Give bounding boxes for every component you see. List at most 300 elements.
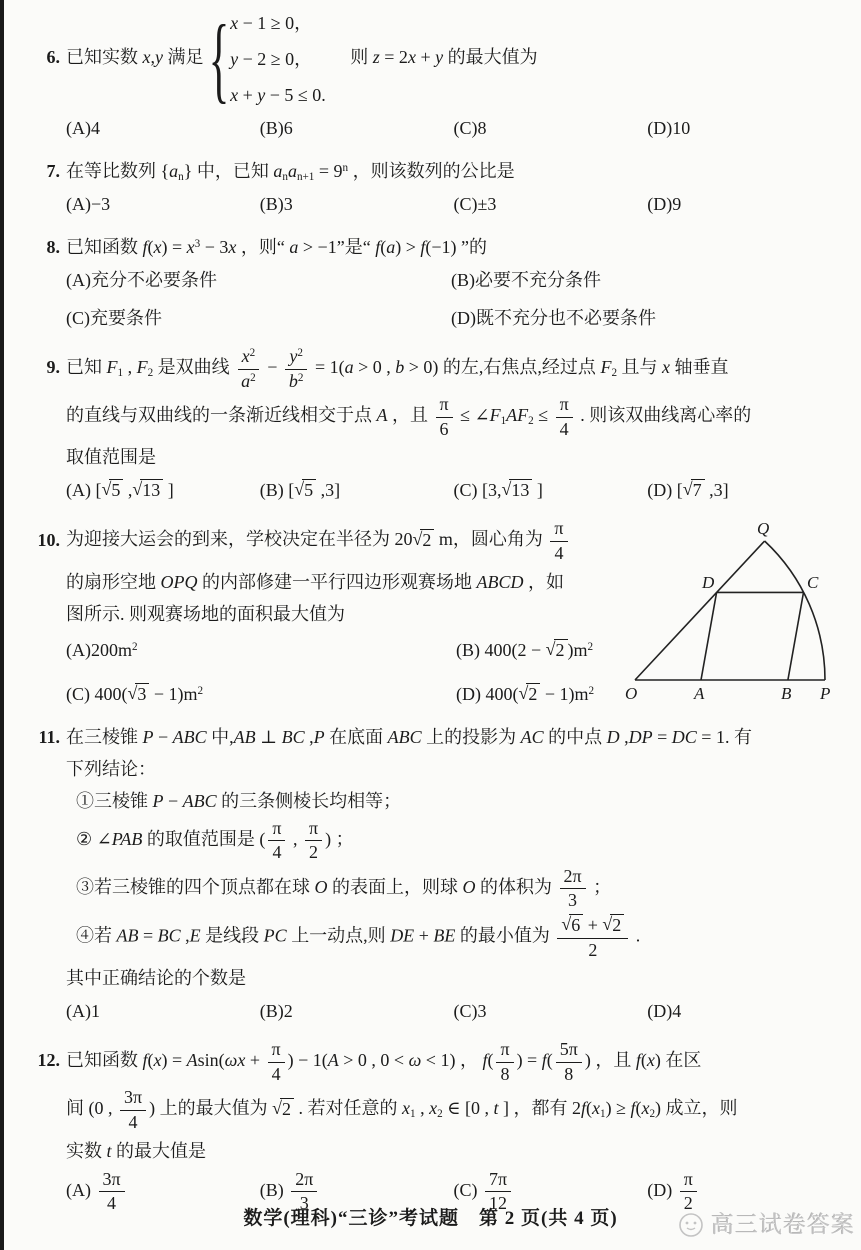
math-text: )m: [567, 639, 588, 660]
math-variable: a: [273, 161, 283, 181]
radical-sign: √: [545, 638, 556, 659]
math-text: 且与: [617, 357, 663, 378]
math-text: ,: [180, 925, 190, 946]
math-variable: AF: [506, 405, 529, 426]
option-a: [66, 265, 451, 295]
denominator: 4: [271, 1063, 281, 1084]
question-11-statement-4: [66, 914, 841, 961]
math-text: ⊥: [255, 726, 282, 747]
numerator: [557, 914, 628, 939]
scan-edge-shadow: [0, 0, 4, 1250]
math-text: > −1”是“: [298, 237, 376, 257]
denominator: 8: [564, 1063, 574, 1084]
math-text: ) 成立，则: [655, 1098, 738, 1119]
question-8-options: [66, 265, 841, 333]
math-text: 的直线与双曲线的一条渐近线相交于点: [66, 405, 377, 426]
math-variable: x: [186, 237, 195, 257]
numerator: 3π: [99, 1169, 125, 1193]
math-text: +: [238, 85, 258, 105]
option-b: [260, 475, 454, 505]
math-text: ,: [415, 1098, 430, 1119]
math-superscript: 3: [194, 237, 201, 250]
math-text: −: [153, 726, 173, 747]
question-12-number: 12.: [37, 1050, 60, 1071]
math-text: (: [487, 1050, 494, 1071]
math-text: (A): [66, 1179, 96, 1200]
math-subscript: 1: [500, 415, 507, 428]
math-subscript: 2: [611, 367, 618, 379]
math-variable: b: [395, 357, 405, 378]
math-text: − 2 ≥ 0，: [238, 49, 313, 69]
math-text: (D)9: [647, 194, 682, 214]
math-text: 的中点: [543, 726, 607, 747]
numerator: 7π: [485, 1169, 511, 1193]
math-variable: A: [186, 1050, 198, 1071]
numerator: 2π: [291, 1169, 317, 1193]
math-text: ③若三棱锥的四个顶点都在球: [76, 876, 315, 897]
math-text: (: [635, 1098, 642, 1119]
math-text: (B)3: [259, 194, 293, 214]
math-text: ) 上的最大值为: [149, 1098, 273, 1119]
math-text: +: [414, 925, 434, 946]
denominator: [237, 370, 260, 393]
math-variable: a: [169, 161, 179, 181]
math-variable: ω: [408, 1050, 422, 1071]
math-text: (A)充分不必要条件: [66, 270, 217, 290]
numerator: π: [268, 818, 285, 842]
math-text: − 1 ≥ 0，: [238, 13, 313, 33]
question-8-text: [66, 232, 841, 262]
math-text: (A)1: [66, 1001, 100, 1022]
denominator: [285, 370, 308, 393]
math-text: ,: [304, 726, 314, 747]
math-variable: AB: [116, 925, 139, 946]
math-text: = 1. 有: [696, 726, 752, 747]
math-text: − 1)m: [149, 683, 198, 704]
math-cases: [208, 5, 326, 112]
math-fraction: [436, 394, 453, 440]
numerator: π: [268, 1039, 285, 1063]
math-text: ]: [163, 480, 174, 501]
option-a: [66, 475, 260, 505]
math-text: ④若: [76, 925, 117, 946]
radicand: 7: [691, 479, 705, 502]
cases-rows: [230, 8, 326, 110]
math-subscript: n+1: [296, 170, 315, 183]
math-text: .: [631, 925, 641, 946]
math-text: ,: [288, 828, 302, 849]
math-variable: x: [230, 13, 239, 33]
radicand: 2: [420, 529, 434, 552]
math-superscript: 2: [297, 371, 304, 384]
math-variable: f: [635, 1050, 641, 1071]
question-9-body: [66, 344, 841, 511]
math-variable: t: [493, 1098, 499, 1119]
question-8: [28, 230, 841, 339]
math-text: ①三棱锥: [76, 790, 153, 811]
numerator: 3π: [120, 1087, 146, 1111]
numerator: π: [556, 394, 573, 418]
math-text: 的三条侧棱长均相等；: [216, 790, 402, 811]
question-6-number: 6.: [46, 47, 60, 68]
math-sqrt: [502, 480, 533, 500]
option-b: [260, 189, 454, 219]
math-sqrt: [294, 480, 316, 500]
math-text: ∈ [0 ,: [442, 1098, 494, 1119]
math-text: ,: [619, 726, 629, 747]
math-text: ,3]: [316, 480, 341, 501]
math-text: (C): [453, 1179, 482, 1200]
math-variable: x: [241, 346, 250, 366]
option-a: [66, 113, 260, 143]
math-text: (C) [3,: [453, 480, 502, 501]
math-text: (D)10: [647, 118, 691, 138]
watermark: [677, 1210, 855, 1240]
math-superscript: 2: [588, 684, 595, 697]
numerator: 5π: [556, 1039, 582, 1063]
math-text: ) =: [161, 1050, 187, 1071]
math-fraction: [305, 818, 322, 864]
math-variable: F: [489, 405, 501, 426]
math-variable: P: [313, 726, 325, 747]
math-variable: f: [375, 237, 381, 257]
math-subscript: 2: [649, 1108, 656, 1121]
math-variable: f: [142, 1050, 148, 1071]
figure-line-CB: [788, 593, 804, 681]
radicand: 5: [109, 479, 123, 502]
math-text: 的表面上，则球: [327, 876, 463, 897]
math-text: (C)8: [453, 118, 487, 138]
math-superscript: 2: [250, 371, 256, 384]
math-text: (A)−3: [66, 194, 111, 214]
math-variable: F: [106, 357, 118, 378]
denominator: 4: [554, 542, 564, 563]
math-text: m，圆心角为: [434, 529, 548, 550]
question-12-text-3: [66, 1136, 841, 1166]
math-text: (−1) ”的: [425, 237, 488, 257]
math-text: +: [415, 47, 436, 68]
math-fraction: [496, 1039, 513, 1085]
math-text: 中,: [206, 726, 234, 747]
option-c: [454, 189, 648, 219]
question-7-number: 7.: [46, 161, 60, 181]
math-text: < 1) ，: [421, 1050, 483, 1071]
math-variable: z: [372, 47, 380, 68]
radicand: 13: [509, 479, 532, 502]
math-text: (C)±3: [453, 194, 497, 214]
radicand: 2: [526, 683, 540, 706]
denominator: 2: [683, 1193, 693, 1214]
math-text: 的取值范围是 (: [142, 828, 266, 849]
math-variable: a: [344, 357, 354, 378]
math-text: ≤ ∠: [455, 405, 490, 426]
radical-sign: √: [561, 913, 572, 934]
math-superscript: 2: [132, 640, 138, 653]
question-9-text-2: [66, 394, 841, 440]
math-text: (: [380, 237, 387, 257]
math-variable: y: [257, 85, 266, 105]
math-fraction: [557, 914, 628, 961]
math-variable: f: [482, 1050, 488, 1071]
math-text: ② ∠: [76, 828, 112, 849]
numerator: π: [550, 518, 567, 542]
math-variable: b: [288, 370, 298, 391]
denominator: 8: [500, 1063, 510, 1084]
math-variable: x: [228, 237, 237, 257]
numerator: π: [305, 818, 322, 842]
option-b: [451, 265, 841, 295]
question-11-options: [66, 996, 841, 1026]
question-6-text: [66, 5, 841, 112]
math-text: (: [147, 237, 154, 257]
math-sqrt: [561, 915, 583, 935]
option-b: [260, 996, 454, 1026]
math-text: (B) 400(2 −: [456, 639, 546, 660]
math-text: ，则该数列的公比是: [348, 161, 515, 181]
question-9: [28, 344, 841, 511]
math-text: 则: [327, 47, 373, 68]
radical-sign: √: [518, 682, 529, 703]
math-subscript: n: [178, 170, 184, 183]
math-sqrt: [132, 480, 163, 500]
math-sqrt: [101, 480, 123, 500]
math-text: 的体积为: [475, 876, 557, 897]
option-a: [66, 189, 260, 219]
numerator: π: [496, 1039, 513, 1063]
math-variable: D: [606, 726, 620, 747]
math-text: (D)既不充分也不必要条件: [451, 308, 656, 328]
radical-sign: √: [127, 682, 138, 703]
math-variable: ABC: [387, 726, 422, 747]
cases-row: [230, 44, 326, 74]
math-variable: PC: [263, 925, 287, 946]
radical-sign: √: [272, 1097, 282, 1118]
math-text: = 9: [314, 161, 343, 181]
math-text: = 2: [379, 47, 408, 68]
math-text: +: [583, 914, 603, 935]
math-text: −: [262, 357, 282, 378]
denominator: 12: [489, 1193, 508, 1214]
option-d: [647, 113, 841, 143]
radicand: 2: [554, 639, 568, 662]
math-fraction: [556, 394, 573, 440]
math-variable: f: [142, 237, 148, 257]
math-text: − 5 ≤ 0.: [265, 85, 326, 105]
math-subscript: 2: [528, 415, 534, 428]
numerator: [238, 346, 260, 370]
math-sqrt: [128, 684, 150, 704]
question-6-options: [66, 113, 841, 143]
math-text: 在底面: [324, 726, 388, 747]
math-text: −: [163, 790, 183, 811]
math-text: (B)必要不充分条件: [451, 270, 601, 290]
math-text: ，且: [387, 405, 433, 426]
math-superscript: 2: [249, 346, 256, 359]
math-text: 实数: [66, 1140, 107, 1161]
math-text: 的内部修建一平行四边形观赛场地: [197, 571, 477, 592]
math-text: (A)4: [66, 118, 100, 138]
math-variable: E: [189, 925, 201, 946]
radicand: 2: [610, 914, 624, 937]
math-variable: A: [376, 405, 388, 426]
question-11-text-3: [66, 963, 841, 993]
math-text: =: [138, 925, 158, 946]
option-c: [66, 303, 451, 333]
math-fraction: [560, 866, 586, 912]
math-variable: y: [289, 346, 298, 366]
math-text: (: [546, 1050, 553, 1071]
math-text: (A) [: [66, 480, 102, 501]
math-text: (B)6: [259, 118, 293, 138]
math-variable: x: [641, 1098, 650, 1119]
sector-figure: [619, 518, 839, 710]
math-text: ) − 1(: [287, 1050, 328, 1071]
math-variable: ABC: [172, 726, 207, 747]
math-sqrt: [602, 915, 624, 935]
math-variable: f: [580, 1098, 586, 1119]
math-variable: x: [153, 237, 162, 257]
denominator: 6: [439, 418, 449, 439]
math-text: ] ，都有 2: [498, 1098, 581, 1119]
math-subscript: n: [282, 170, 288, 183]
radicand: 6: [569, 914, 583, 937]
question-11-statement-2: [66, 818, 841, 864]
math-text: 下列结论：: [66, 758, 156, 779]
math-text: ,: [123, 357, 137, 378]
math-text: − 3: [200, 237, 229, 257]
question-7-text: [66, 156, 841, 186]
question-11-body: [66, 720, 841, 1033]
math-text: } 中，已知: [183, 161, 274, 181]
math-text: ]: [532, 480, 543, 501]
question-6-body: [66, 6, 841, 149]
math-text: ≤: [533, 405, 553, 426]
math-variable: P: [142, 726, 154, 747]
radical-sign: √: [412, 528, 423, 549]
math-text: 上的投影为: [421, 726, 521, 747]
math-text: = 1(: [310, 357, 345, 378]
math-text: (: [147, 1050, 154, 1071]
watermark-logo-icon: [677, 1211, 705, 1239]
math-variable: BC: [157, 925, 181, 946]
math-text: ,3]: [704, 480, 729, 501]
math-variable: x: [429, 1098, 438, 1119]
question-12-text-1: [66, 1039, 841, 1085]
figure-label-A: A: [694, 684, 705, 704]
figure-label-D: D: [702, 573, 715, 593]
figure-arc-QP: [765, 541, 825, 680]
math-sqrt: [683, 480, 705, 500]
question-11: [28, 720, 841, 1033]
math-variable: y: [435, 47, 444, 68]
math-variable: x: [407, 47, 416, 68]
math-text: 的最小值为: [455, 925, 555, 946]
math-text: 是双曲线: [153, 357, 235, 378]
figure-line-OQ: [635, 541, 765, 680]
math-sqrt: [518, 684, 540, 704]
math-variable: OPQ: [160, 571, 198, 592]
math-variable: y: [155, 47, 163, 68]
math-text: (C)3: [453, 1001, 487, 1022]
question-8-body: [66, 230, 841, 339]
math-superscript: 2: [587, 640, 594, 653]
math-variable: x: [592, 1098, 600, 1119]
question-6: [28, 6, 841, 149]
option-d: [451, 303, 841, 333]
math-text: (: [586, 1098, 592, 1119]
math-text: (B)2: [259, 1001, 293, 1022]
numerator: [285, 346, 307, 370]
radical-sign: √: [101, 479, 112, 500]
math-text: 间 (0 ,: [66, 1098, 117, 1119]
math-variable: x: [153, 1050, 162, 1071]
math-variable: AC: [520, 726, 544, 747]
math-variable: x: [142, 47, 151, 68]
math-text: 上一动点,则: [286, 925, 391, 946]
math-text: ) ，且: [584, 1050, 636, 1071]
math-text: (D)4: [647, 1001, 682, 1022]
math-fraction: [268, 1039, 285, 1085]
denominator: 4: [107, 1193, 117, 1214]
math-text: +: [245, 1050, 265, 1071]
math-variable: F: [136, 357, 148, 378]
option-c: [454, 996, 648, 1026]
option-a: [66, 996, 260, 1026]
question-12-body: [66, 1037, 841, 1221]
radicand: 3: [135, 683, 149, 706]
math-text: > 0 ,: [353, 357, 396, 378]
question-9-number: 9.: [46, 357, 60, 378]
math-variable: x: [662, 357, 671, 378]
figure-label-P: P: [820, 684, 831, 704]
question-12-text-2: [66, 1087, 841, 1133]
denominator: 4: [128, 1111, 138, 1132]
question-11-statement-1: [66, 786, 841, 816]
question-10: [28, 516, 841, 714]
math-subscript: 1: [600, 1108, 606, 1121]
cases-row: [230, 80, 326, 110]
question-9-options: [66, 475, 841, 505]
math-text: 已知函数: [66, 237, 143, 257]
cases-row: [230, 8, 326, 38]
math-text: (D) [: [647, 480, 683, 501]
math-superscript: n: [342, 161, 349, 174]
math-fraction: [268, 818, 285, 864]
math-text: (A)200m: [66, 639, 132, 660]
page-footer: 数学(理科)“三诊”考试题 第 2 页(共 4 页): [243, 1208, 618, 1229]
option-d: [647, 996, 841, 1026]
numerator: π: [680, 1169, 697, 1193]
denominator: 4: [559, 418, 569, 439]
question-11-number: 11.: [38, 726, 60, 747]
math-text: ；: [588, 876, 612, 897]
question-9-text-1: [66, 346, 841, 392]
math-variable: ABCD: [476, 571, 524, 592]
math-text: 的最大值为: [443, 47, 538, 68]
radicand: 13: [140, 479, 163, 502]
question-11-text-2: [66, 754, 841, 784]
math-subscript: 2: [437, 1108, 443, 1121]
denominator: 4: [272, 842, 282, 863]
math-variable: y: [230, 49, 239, 69]
option-a: [66, 635, 456, 665]
math-text: ) ；: [325, 828, 354, 849]
math-text: 在三棱锥: [66, 726, 143, 747]
denominator: 3: [299, 1193, 309, 1214]
math-fraction: [556, 1039, 582, 1085]
math-variable: A: [327, 1050, 339, 1071]
math-text: ,: [150, 47, 155, 68]
